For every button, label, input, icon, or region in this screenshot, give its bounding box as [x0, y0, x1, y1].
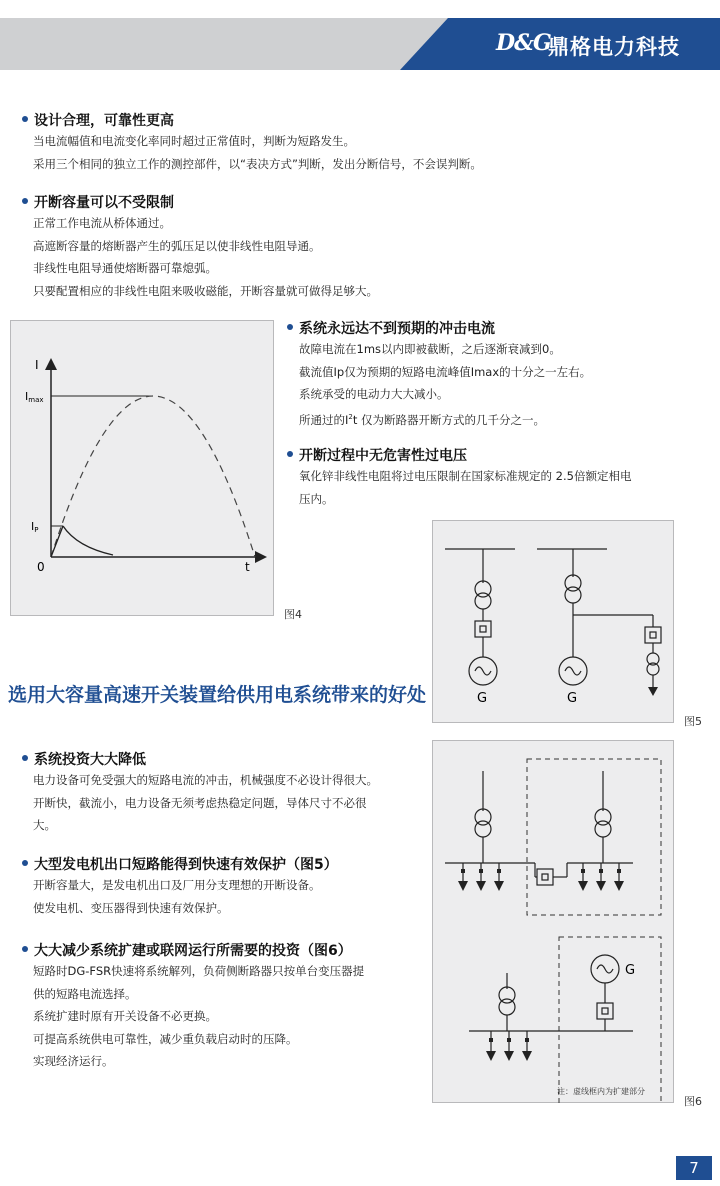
- paragraph-overvoltage: 氧化锌非线性电阻将过电压限制在国家标准规定的 2.5倍额定相电 压内。: [299, 469, 632, 506]
- load-arrows: [458, 881, 624, 1061]
- figure-6-expansion-diagram: [432, 740, 674, 1103]
- current-waveform-chart: [11, 321, 275, 617]
- company-name: 鼎格电力科技: [548, 35, 680, 59]
- generator-label: G: [625, 963, 636, 978]
- paragraph-investment: 电力设备可免受强大的短路电流的冲击，机械强度不必设计得很大。 开断快，截流小，电力设备无须考虑热稳定问题，导体尺寸不必很 大。: [33, 773, 378, 832]
- generator-label: G: [567, 691, 578, 706]
- heading-investment: 系统投资大大降低: [22, 749, 146, 769]
- expansion-area-box: [559, 937, 661, 1104]
- bullet-icon: [22, 860, 28, 866]
- paragraph-expansion: 短路时DG-FSR快速将系统解列，负荷侧断路器只按单台变压器提 供的短路电流选择。 系统扩建时原有开关设备不必更换。 可提高系统供电可靠性，减少重负载启动时的压降。 实现经济运行。: [33, 964, 365, 1068]
- expansion-area-box: [527, 759, 661, 915]
- fsr-device-icon: [537, 869, 553, 885]
- bullet-icon: [22, 755, 28, 761]
- heading-generator-protection: 大型发电机出口短路能得到快速有效保护（图5）: [22, 854, 338, 874]
- heading-design: 设计合理，可靠性更高: [22, 110, 174, 130]
- section-title-benefits: 选用大容量高速开关装置给供用电系统带来的好处: [8, 684, 427, 706]
- bullet-icon: [22, 116, 28, 122]
- expansion-note: 注：虚线框内为扩建部分: [557, 1087, 645, 1096]
- fsr-device-icon: [597, 1003, 613, 1019]
- origin-label: 0: [37, 560, 45, 574]
- limited-current-decay: [63, 526, 113, 555]
- paragraph-impulse: 故障电流在1ms以内即被截断，之后逐渐衰减到0。 截流值Ip仅为预期的短路电流峰值Imax的十分之一左右。 系统承受的电动力大大减小。 所通过的$I^2t$ 仅为断路器开断方式的几千分之一。: [299, 342, 592, 427]
- ip-label: IP: [31, 520, 39, 534]
- heading-expansion: 大大减少系统扩建或联网运行所需要的投资（图6）: [22, 940, 352, 960]
- y-axis-label: I: [35, 358, 39, 372]
- bullet-icon: [22, 946, 28, 952]
- heading-overvoltage: 开断过程中无危害性过电压: [287, 445, 467, 465]
- paragraph-generator-protection: 开断容量大，是发电机出口及厂用分支理想的开断设备。 使发电机、变压器得到快速有效保护。: [33, 878, 321, 915]
- load-arrow-icon: [648, 687, 658, 696]
- expansion-circuit-diagram: [433, 741, 675, 1104]
- fsr-device-icon: [645, 627, 661, 643]
- generator-circuit-diagram: [433, 521, 675, 724]
- imax-label: Imax: [25, 390, 44, 404]
- heading-impulse: 系统永远达不到预期的冲击电流: [287, 318, 495, 338]
- paragraph-design: 当电流幅值和电流变化率同时超过正常值时，判断为短路发生。 采用三个相同的独立工作的测控部件，以“表决方式”判断，发出分断信号，不会误判断。: [33, 134, 482, 171]
- bullet-icon: [22, 198, 28, 204]
- bullet-icon: [287, 451, 293, 457]
- x-axis-label: t: [245, 560, 250, 574]
- figure-6-caption: 图6: [684, 1095, 702, 1108]
- heading-capacity: 开断容量可以不受限制: [22, 192, 174, 212]
- paragraph-capacity: 正常工作电流从桥体通过。 高遮断容量的熔断器产生的弧压足以使非线性电阻导通。 非线性电阻导通使熔断器可靠熄弧。 只要配置相应的非线性电阻来吸收磁能，开断容量就可做得足够大。: [33, 216, 378, 298]
- figure-4-current-curve: [10, 320, 274, 616]
- generator-label: G: [477, 691, 488, 706]
- page-number: 7: [676, 1156, 712, 1180]
- company-logo: D&G: [496, 30, 551, 56]
- bullet-icon: [287, 324, 293, 330]
- fsr-device-icon: [475, 621, 491, 637]
- figure-5-caption: 图5: [684, 715, 702, 728]
- limited-current-rise: [51, 526, 63, 557]
- figure-5-generator-diagram: [432, 520, 674, 723]
- header-band: [0, 18, 450, 70]
- prospective-current-curve: [51, 396, 255, 557]
- figure-4-caption: 图4: [284, 608, 302, 621]
